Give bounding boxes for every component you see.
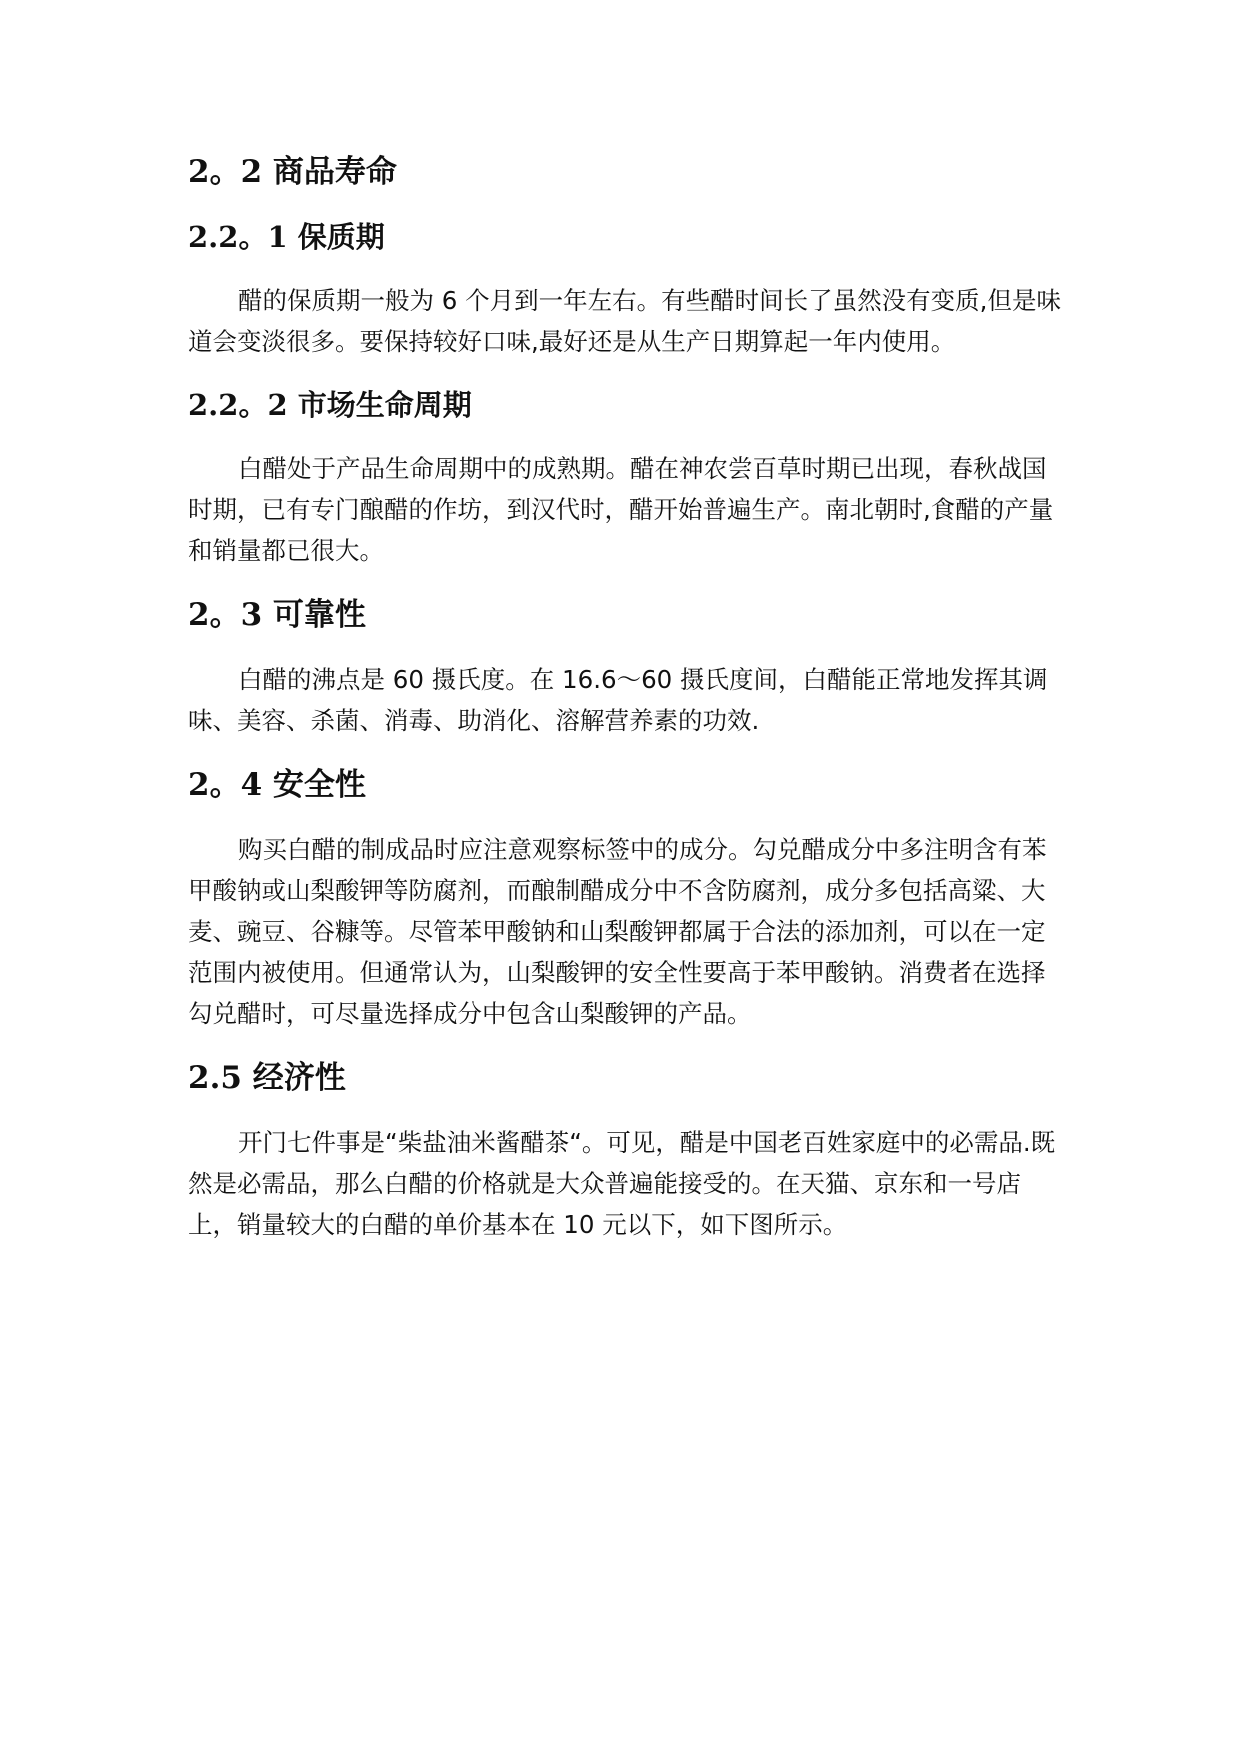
paragraph-life-cycle: 白醋处于产品生命周期中的成熟期。醋在神农尝百草时期已出现，春秋战国时期，已有专门酿醋的作坊，到汉代时，醋开始普遍生产。南北朝时,食醋的产量和销量都已很大。 — [188, 454, 1054, 565]
paragraph-reliability: 白醋的沸点是 60 摄氏度。在 16.6～60 摄氏度间，白醋能正常地发挥其调味、美容、杀菌、消毒、助消化、溶解营养素的功效. — [188, 665, 1048, 735]
section-heading-2-3: 2。3 可靠性 — [188, 597, 366, 633]
section-heading-2-2-2: 2.2。2 市场生命周期 — [188, 388, 472, 422]
paragraph-safety: 购买白醋的制成品时应注意观察标签中的成分。勾兑醋成分中多注明含有苯甲酸钠或山梨酸钾等防腐剂，而酿制醋成分中不含防腐剂，成分多包括高粱、大麦、豌豆、谷糠等。尽管苯甲酸钠和山梨酸钾都属于合法的添加剂，可以在一定范围内被使用。但通常认为，山梨酸钾的安全性要高于苯甲酸钠。消费者在选择勾兑醋时，可尽量选择成分中包含山梨酸钾的产品。 — [188, 835, 1047, 1028]
document-body — [188, 150, 1068, 1245]
section-heading-2-2-1: 2.2。1 保质期 — [188, 220, 385, 254]
section-heading-2-2: 2。2 商品寿命 — [188, 154, 397, 190]
paragraph-economy: 开门七件事是“柴盐油米酱醋茶“。可见，醋是中国老百姓家庭中的必需品.既然是必需品，那么白醋的价格就是大众普遍能接受的。在天猫、京东和一号店上，销量较大的白醋的单价基本在 10 元以下，如下图所示。 — [188, 1128, 1056, 1239]
section-heading-2-5: 2.5 经济性 — [188, 1060, 346, 1096]
section-heading-2-4: 2。4 安全性 — [188, 767, 366, 803]
paragraph-shelf-life: 醋的保质期一般为 6 个月到一年左右。有些醋时间长了虽然没有变质,但是味道会变淡很多。要保持较好口味,最好还是从生产日期算起一年内使用。 — [188, 286, 1061, 356]
